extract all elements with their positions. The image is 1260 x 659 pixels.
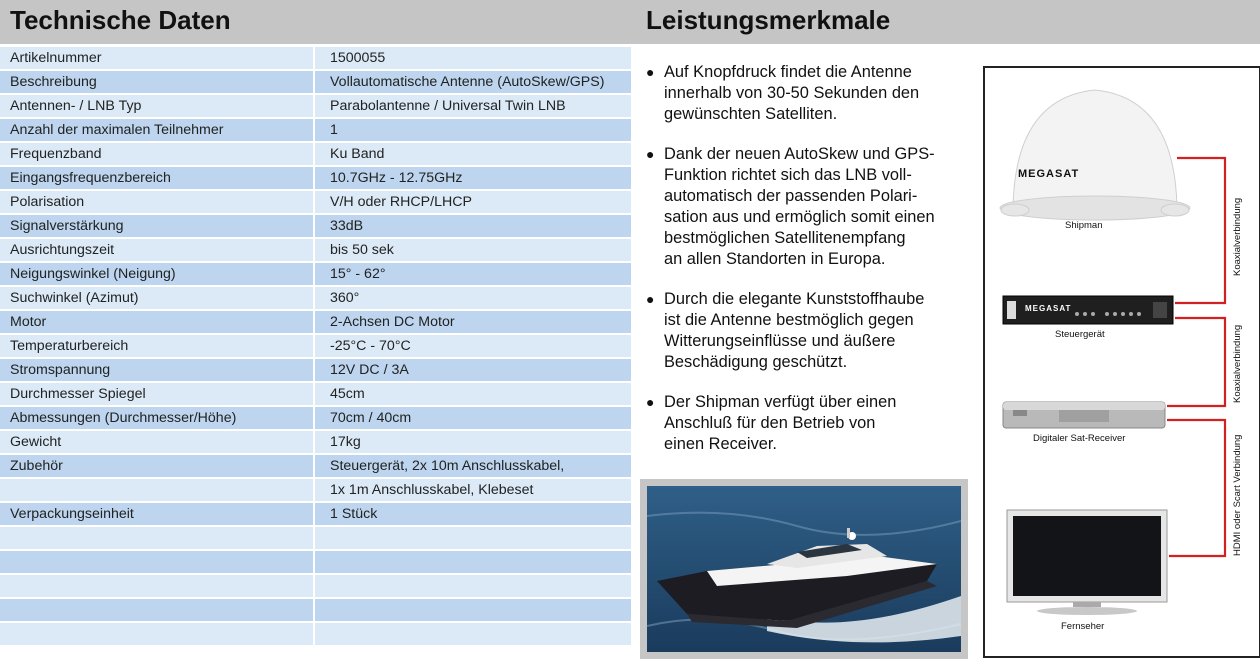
spec-label: Abmessungen (Durchmesser/Höhe) — [0, 406, 314, 430]
spec-label: Stromspannung — [0, 358, 314, 382]
left-header-bar — [0, 0, 631, 44]
spec-value: Steuergerät, 2x 10m Anschlusskabel, — [314, 454, 631, 478]
spec-value: 17kg — [314, 430, 631, 454]
bullet-icon: ● — [646, 291, 655, 307]
diagram-drawing — [985, 68, 1259, 656]
spec-row — [0, 142, 631, 166]
spec-row — [0, 47, 631, 70]
spec-row — [0, 598, 631, 622]
feature-list — [646, 62, 976, 474]
spec-label: Durchmesser Spiegel — [0, 382, 314, 406]
spec-label — [0, 478, 314, 502]
spec-row — [0, 286, 631, 310]
spec-value — [314, 598, 631, 622]
feature-item — [646, 144, 976, 270]
spec-row — [0, 550, 631, 574]
spec-row — [0, 382, 631, 406]
spec-row — [0, 310, 631, 334]
spec-label: Zubehör — [0, 454, 314, 478]
spec-value: 33dB — [314, 214, 631, 238]
spec-label — [0, 526, 314, 550]
spec-value: 1500055 — [314, 47, 631, 70]
technical-data-title: Technische Daten — [10, 5, 231, 35]
spec-value — [314, 622, 631, 646]
spec-label: Temperaturbereich — [0, 334, 314, 358]
spec-value: Parabolantenne / Universal Twin LNB — [314, 94, 631, 118]
features-title: Leistungsmerkmale — [646, 5, 891, 35]
connection-diagram — [983, 66, 1260, 658]
spec-value: Vollautomatische Antenne (AutoSkew/GPS) — [314, 70, 631, 94]
spec-value: bis 50 sek — [314, 238, 631, 262]
spec-row — [0, 358, 631, 382]
spec-row — [0, 190, 631, 214]
bullet-icon: ● — [646, 146, 655, 162]
spec-row — [0, 430, 631, 454]
spec-label — [0, 598, 314, 622]
spec-label: Neigungswinkel (Neigung) — [0, 262, 314, 286]
spec-value: 360° — [314, 286, 631, 310]
spec-label — [0, 622, 314, 646]
spec-row — [0, 118, 631, 142]
spec-label: Frequenzband — [0, 142, 314, 166]
spec-label: Verpackungseinheit — [0, 502, 314, 526]
spec-label: Polarisation — [0, 190, 314, 214]
spec-row — [0, 94, 631, 118]
cable-label-1: Koaxialverbindung — [1232, 197, 1243, 276]
spec-label — [0, 550, 314, 574]
spec-row — [0, 166, 631, 190]
feature-item — [646, 392, 976, 455]
right-header-bar — [631, 0, 1260, 44]
spec-value: 10.7GHz - 12.75GHz — [314, 166, 631, 190]
spec-row — [0, 622, 631, 646]
spec-value — [314, 574, 631, 598]
spec-row — [0, 262, 631, 286]
spec-value: 15° - 62° — [314, 262, 631, 286]
feature-item — [646, 62, 976, 125]
spec-value — [314, 526, 631, 550]
spec-row — [0, 502, 631, 526]
spec-label: Ausrichtungszeit — [0, 238, 314, 262]
spec-value: 1 — [314, 118, 631, 142]
spec-value: 45cm — [314, 382, 631, 406]
spec-value: 12V DC / 3A — [314, 358, 631, 382]
feature-text: Dank der neuen AutoSkew und GPS- Funktion richtet sich das LNB voll- automatisch der passenden Polari- sation aus und ermöglich somit einen bestmöglichen Satellitenempfang an allen Standorten in Europa. — [664, 145, 935, 268]
shipman-label: Shipman — [1065, 220, 1103, 231]
tv-label: Fernseher — [1061, 621, 1105, 632]
spec-row — [0, 406, 631, 430]
yacht-image — [647, 486, 961, 652]
cable-label-2: Koaxialverbindung — [1232, 324, 1243, 403]
spec-value: Ku Band — [314, 142, 631, 166]
spec-label: Gewicht — [0, 430, 314, 454]
spec-label — [0, 574, 314, 598]
spec-row — [0, 238, 631, 262]
spec-label: Suchwinkel (Azimut) — [0, 286, 314, 310]
spec-row — [0, 214, 631, 238]
spec-value: V/H oder RHCP/LHCP — [314, 190, 631, 214]
feature-text: Durch die elegante Kunststoffhaube ist die Antenne bestmöglich gegen Witterungseinflüsse und äußere Beschädigung geschützt. — [664, 290, 925, 371]
receiver-label: Digitaler Sat-Receiver — [1033, 433, 1126, 444]
spec-row — [0, 478, 631, 502]
spec-row — [0, 70, 631, 94]
feature-text: Der Shipman verfügt über einen Anschluß für den Betrieb von einen Receiver. — [664, 393, 897, 453]
dome-brand-label: MEGASAT — [1018, 168, 1080, 180]
cable-label-3: HDMI oder Scart Verbindung — [1232, 434, 1243, 556]
feature-text: Auf Knopfdruck findet die Antenne innerhalb von 30-50 Sekunden den gewünschten Satelliten. — [664, 63, 920, 123]
controller-label: Steuergerät — [1055, 329, 1105, 340]
controller-brand-label: MEGASAT — [1025, 304, 1072, 313]
spec-label: Eingangsfrequenzbereich — [0, 166, 314, 190]
spec-label: Signalverstärkung — [0, 214, 314, 238]
spec-label: Anzahl der maximalen Teilnehmer — [0, 118, 314, 142]
spec-value — [314, 550, 631, 574]
bullet-icon: ● — [646, 64, 655, 80]
feature-item — [646, 289, 976, 373]
spec-value: 1 Stück — [314, 502, 631, 526]
spec-value: 1x 1m Anschlusskabel, Klebeset — [314, 478, 631, 502]
spec-label: Motor — [0, 310, 314, 334]
bullet-icon: ● — [646, 394, 655, 410]
spec-label: Artikelnummer — [0, 47, 314, 70]
spec-row — [0, 526, 631, 550]
yacht-photo — [640, 479, 968, 659]
spec-label: Antennen- / LNB Typ — [0, 94, 314, 118]
spec-label: Beschreibung — [0, 70, 314, 94]
spec-value: -25°C - 70°C — [314, 334, 631, 358]
spec-value: 70cm / 40cm — [314, 406, 631, 430]
spec-table — [0, 47, 631, 647]
spec-row — [0, 574, 631, 598]
spec-row — [0, 454, 631, 478]
spec-value: 2-Achsen DC Motor — [314, 310, 631, 334]
spec-row — [0, 334, 631, 358]
